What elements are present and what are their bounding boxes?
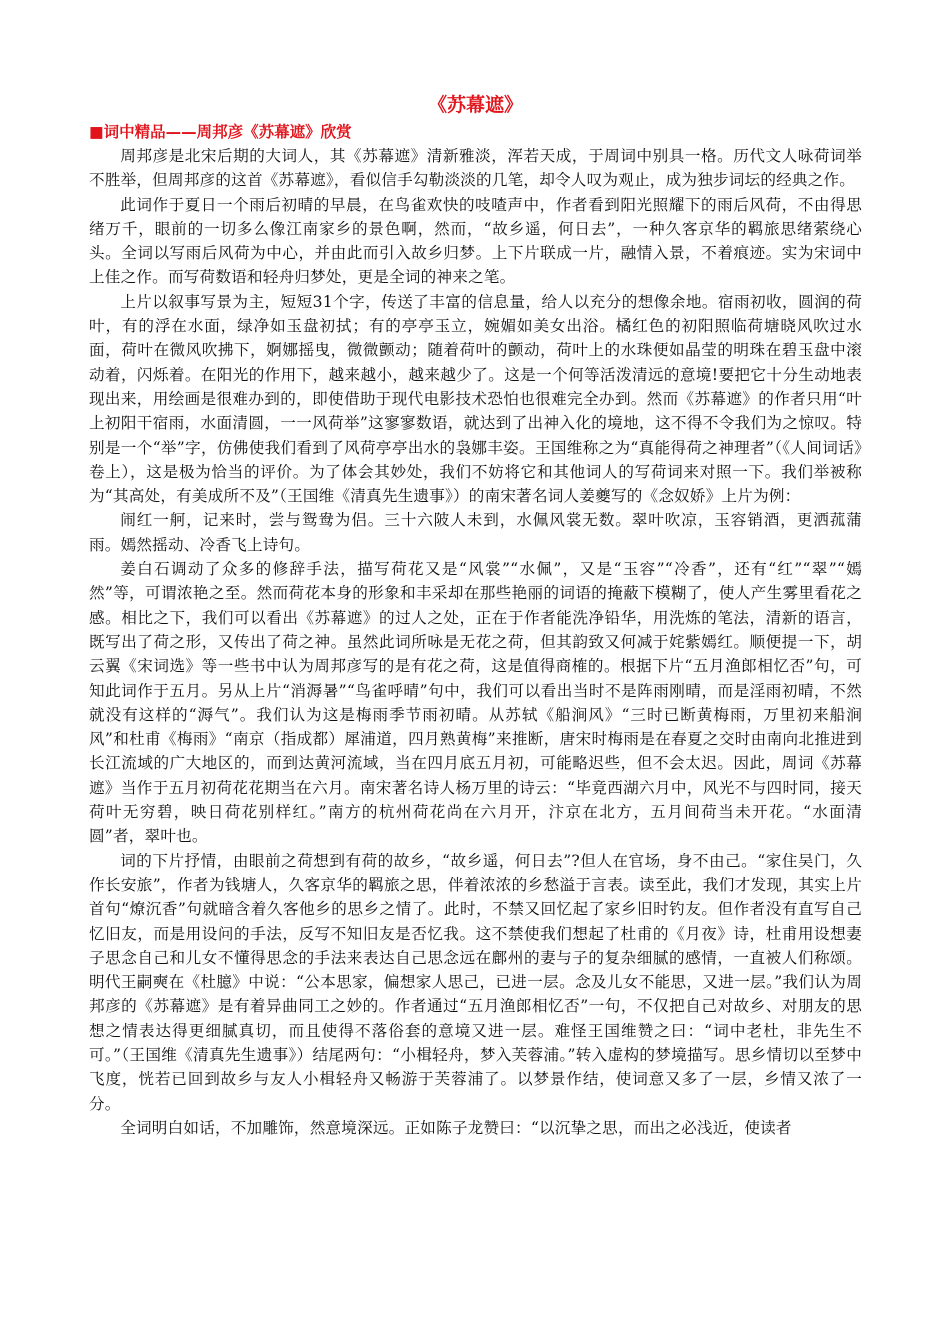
- document-title: 《苏幕遮》: [427, 94, 523, 116]
- paragraph-5: 词的下片抒情，由眼前之荷想到有荷的故乡，“故乡遥，何日去”?但人在官场，身不由己。“家住吴门，久作长安旅”，作者为钱塘人，久客京华的羁旅之思，伴着浓浓的乡愁溢于言表。读至此，我们才发现，其实上片首句“燎沉香”句就暗含着久客他乡的思乡之情了。此时，不禁又回忆起了家乡旧时钓友。但作者没有直写自己忆旧友，而是用设问的手法，反写不知旧友是否忆我。这不禁使我们想起了杜甫的《月夜》诗，杜甫用设想妻子思念自己和儿女不懂得思念的手法来表达自己思念远在鄜州的妻与子的复杂细腻的感情，一直被人们称颂。明代王嗣奭在《杜臆》中说：“公本思家，偏想家人思己，已进一层。念及儿女不能思，又进一层。”我们认为周邦彦的《苏幕遮》是有着异曲同工之妙的。作者通过“五月渔郎相忆否”一句，不仅把自己对故乡、对朋友的思想之情表达得更细腻真切，而且使得不落俗套的意境又进一层。难怪王国维赞之曰：“词中老杜，非先生不可。”（王国维《清真先生遗事》）结尾两句：“小楫轻舟，梦入芙蓉浦。”转入虚构的梦境描写。思乡情切以至梦中飞度，恍若已回到故乡与友人小楫轻舟又畅游于芙蓉浦了。以梦景作结，使词意又多了一层，乡情又浓了一分。: [89, 851, 862, 1113]
- paragraph-2: 此词作于夏日一个雨后初晴的早晨，在鸟雀欢快的吱喳声中，作者看到阳光照耀下的雨后风荷，不由得思绪万千，眼前的一切多么像江南家乡的景色啊，然而，“故乡遥，何日去”，一种久客京华的羁旅思绪萦绕心头。全词以写雨后风荷为中心，并由此而引入故乡归梦。上下片联成一片，融情入景，不着痕迹。实为宋词中上佳之作。而写荷数语和轻舟归梦处，更是全词的神来之笔。: [89, 195, 862, 287]
- paragraph-3: 上片以叙事写景为主，短短31个字，传送了丰富的信息量，给人以充分的想像余地。宿雨初收，圆润的荷叶，有的浮在水面，绿净如玉盘初拭；有的亭亭玉立，婉媚如美女出浴。橘红色的初阳照临荷塘晓风吹过水面，荷叶在微风吹拂下，婀娜摇曳，微微颤动；随着荷叶的颤动，荷叶上的水珠便如晶莹的明珠在碧玉盘中滚动着，闪烁着。在阳光的作用下，越来越小，越来越少了。这是一个何等活泼清远的意境!要把它十分生动地表现出来，用绘画是很难办到的，即使借助于现代电影技术恐怕也很难完全办到。然而《苏幕遮》的作者只用“叶上初阳干宿雨，水面清圆，一一风荷举”这寥寥数语，就达到了出神入化的境地，这不得不令我们为之惊叹。特别是一个“举”字，仿佛使我们看到了风荷亭亭出水的袅娜丰姿。王国维称之为“真能得荷之神理者”（《人间词话》卷上），这是极为恰当的评价。为了体会其妙处，我们不妨将它和其他词人的写荷词来对照一下。我们举被称为“其高处，有美成所不及”（王国维《清真先生遗事》）的南宋著名词人姜夔写的《念奴娇》上片为例：: [89, 292, 862, 506]
- document-subtitle: ■词中精品——周邦彦《苏幕遮》欣赏: [89, 123, 352, 141]
- quoted-poem: 闹红一舸，记来时，尝与鸳鸯为侣。三十六陂人未到，水佩风裳无数。翠叶吹凉，玉容销酒，更洒菰蒲雨。嫣然摇动、冷香飞上诗句。: [89, 511, 862, 554]
- paragraph-6: 全词明白如话，不加雕饰，然意境深远。正如陈子龙赞曰：“以沉挚之思，而出之必浅近，使读者: [120, 1118, 792, 1137]
- paragraph-1: 周邦彦是北宋后期的大词人，其《苏幕遮》清新雅淡，浑若天成，于周词中别具一格。历代文人咏荷词举不胜举，但周邦彦的这首《苏幕遮》，看似信手勾勒淡淡的几笔，却令人叹为观止，成为独步词坛的经典之作。: [89, 147, 862, 190]
- document-page: [89, 92, 862, 1140]
- paragraph-4: 姜白石调动了众多的修辞手法，描写荷花又是“风裳”“水佩”，又是“玉容”“冷香”，还有“红”“翠”“嫣然”等，可谓浓艳之至。然而荷花本身的形象和丰采却在那些艳丽的词语的掩蔽下模糊了，使人产生雾里看花之感。相比之下，我们可以看出《苏幕遮》的过人之处，正在于作者能洗净铅华，用洗炼的笔法，清新的语言，既写出了荷之形，又传出了荷之神。虽然此词所咏是无花之荷，但其韵致又何减于姹紫嫣红。顺便提一下，胡云翼《宋词选》等一些书中认为周邦彦写的是有花之荷，这是值得商榷的。根据下片“五月渔郎相忆否”句，可知此词作于五月。另从上片“消溽暑”“鸟雀呼晴”句中，我们可以看出当时不是阵雨刚晴，而是淫雨初晴，不然就没有这样的“溽气”。我们认为这是梅雨季节雨初晴。从苏轼《船涧风》“三时已断黄梅雨，万里初来船涧风”和杜甫《梅雨》“南京（指成都）犀浦道，四月熟黄梅”来推断，唐宋时梅雨是在春夏之交时由南向北推进到长江流域的广大地区的，而到达黄河流域，当在四月底五月初，可能略迟些，但不会太迟。因此，周词《苏幕遮》当作于五月初荷花花期当在六月。南宋著名诗人杨万里的诗云：“毕竟西湖六月中，风光不与四时同，接天荷叶无穷碧，映日荷花别样红。”南方的杭州荷花尚在六月开，汴京在北方，五月间荷当未开花。“水面清圆”者，翠叶也。: [89, 560, 862, 846]
